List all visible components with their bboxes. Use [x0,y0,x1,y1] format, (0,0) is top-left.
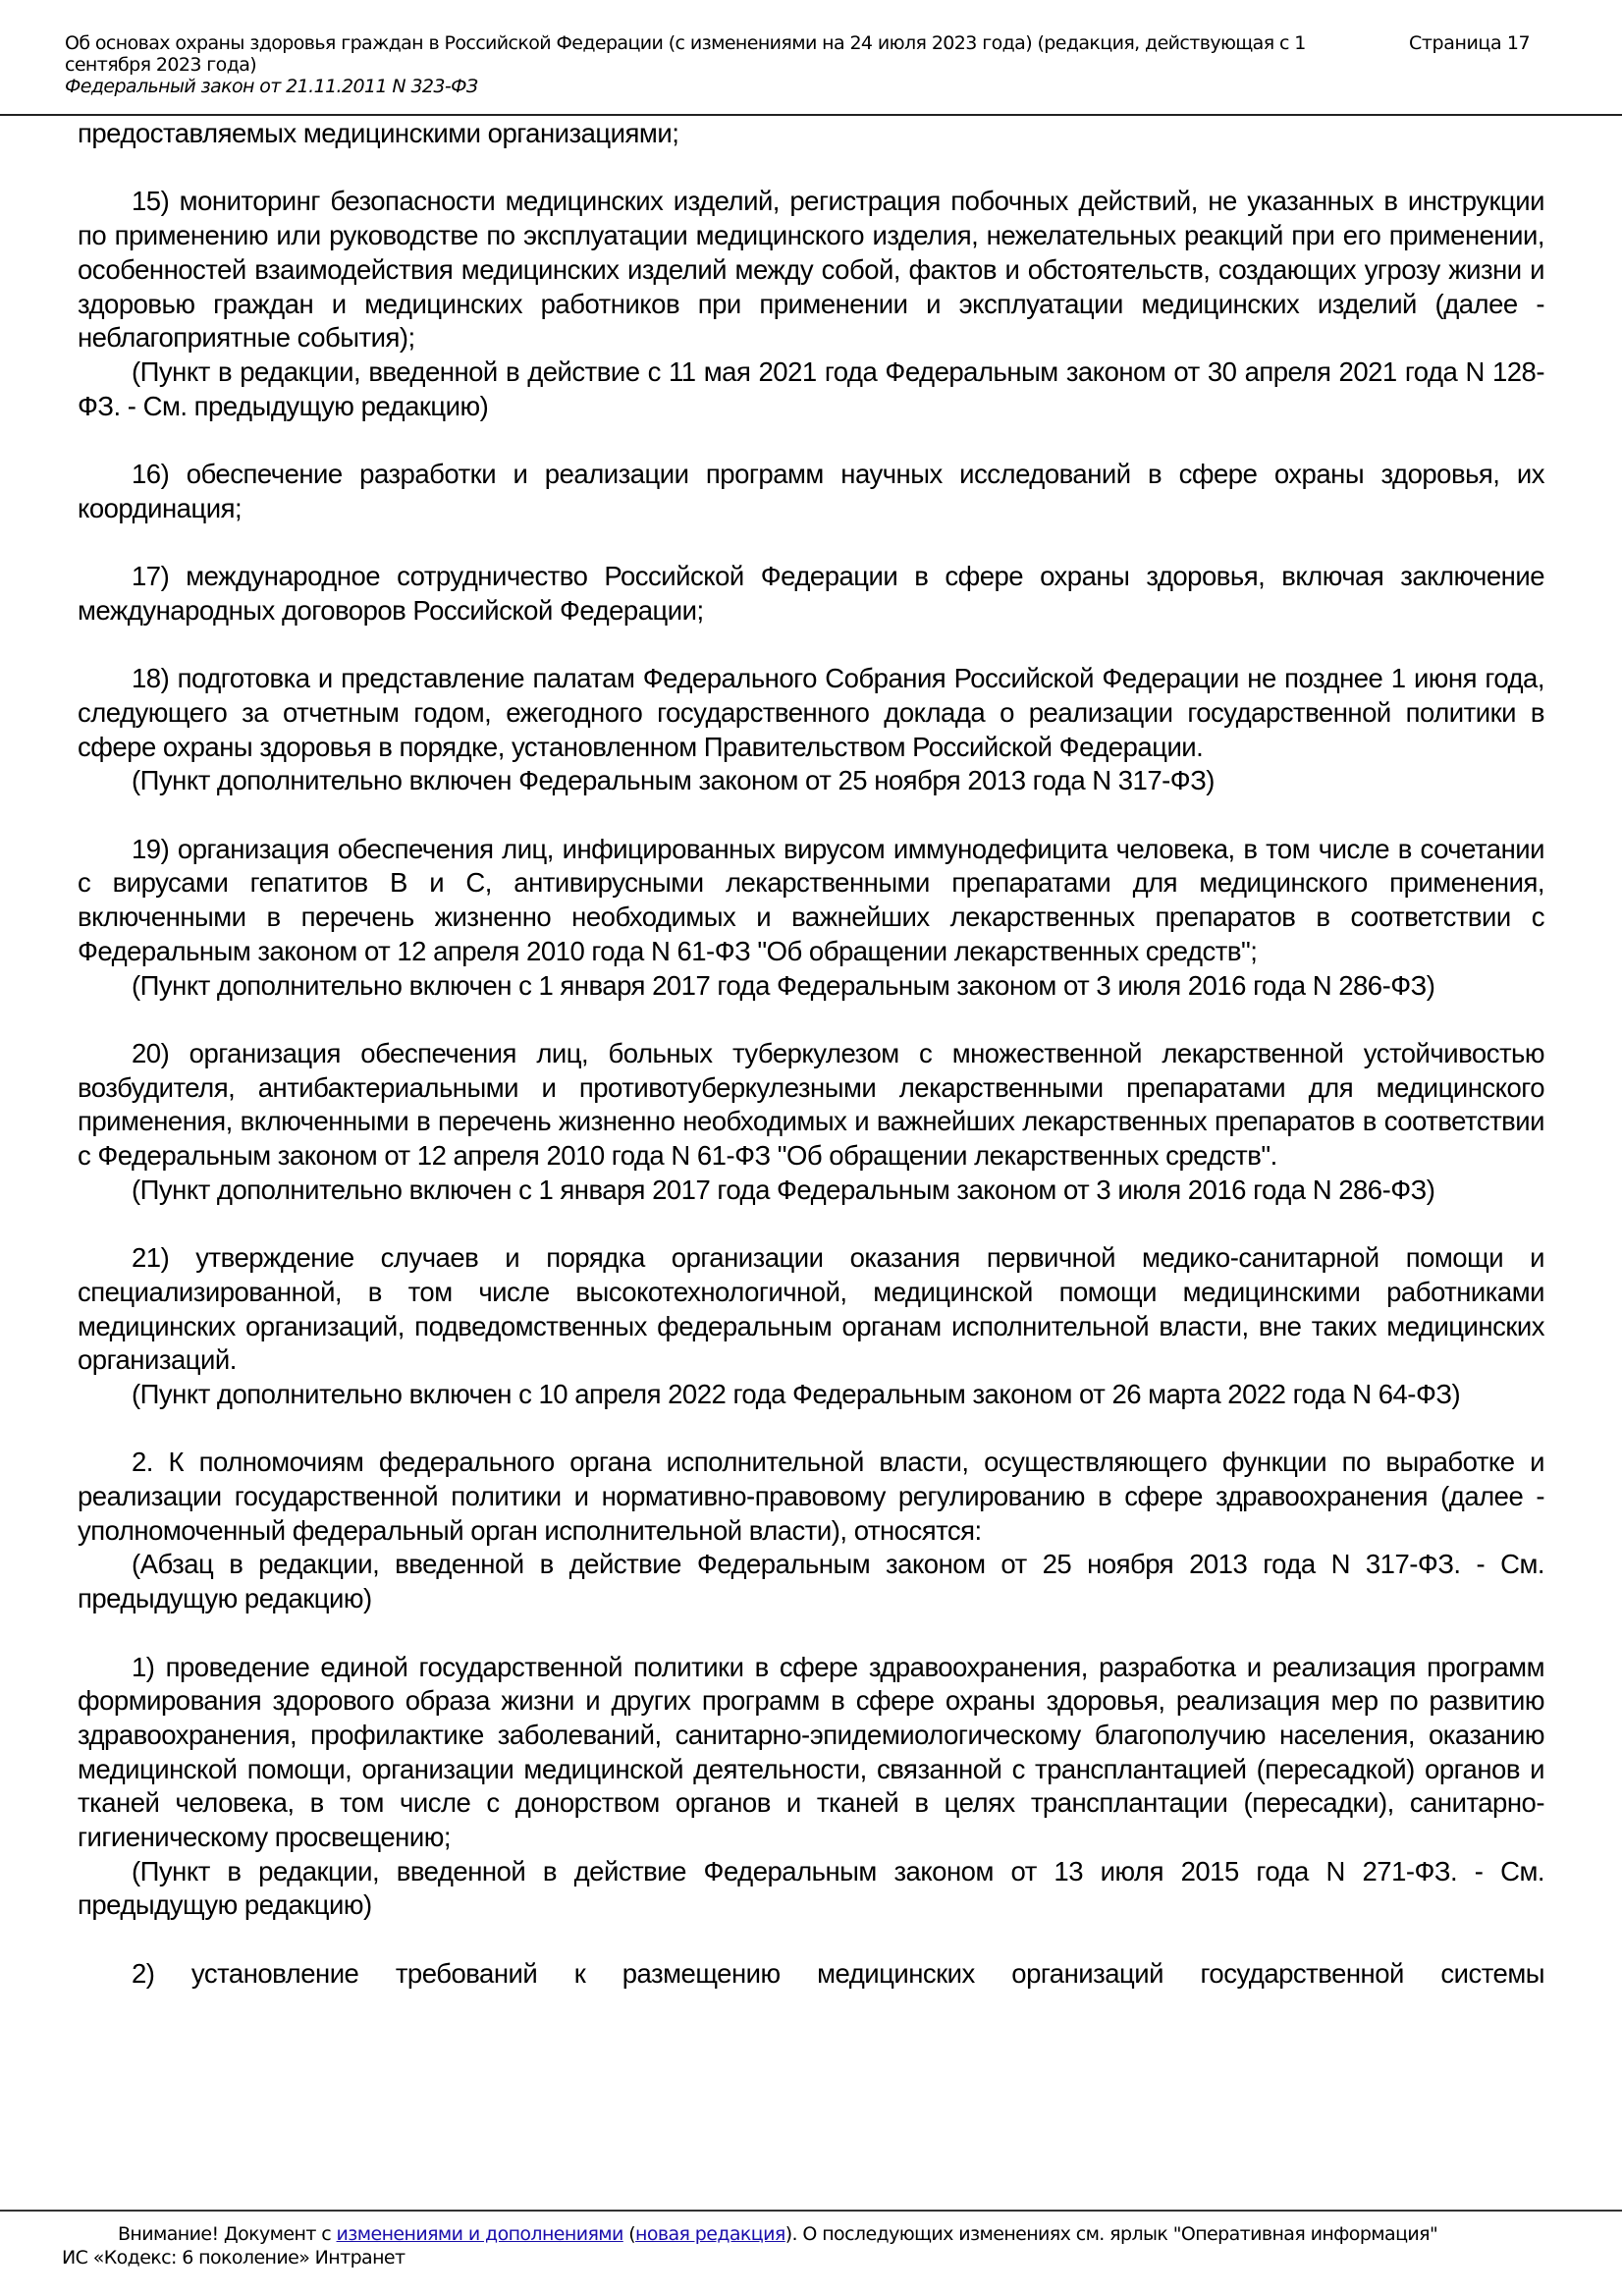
list-item-20: 20) организация обеспечения лиц, больных туберкулезом с множественной лекарственной устойчивостью возбудителя, антибактериальными и противотуберкулезными лекарственными препаратами для медицинского применения, включенными в перечень жизненно необходимых и важнейших лекарственных препаратов в соответствии с Федеральным законом от 12 апреля 2010 года N 61-ФЗ "Об обращении лекарственных средств". [78,1037,1544,1171]
section-2-intro: 2. К полномочиям федерального органа исполнительной власти, осуществляющего функции по выработке и реализации государственной политики и нормативно-правовому регулированию в сфере здравоохранения (далее - уполномоченный федеральный орган исполнительной власти), относятся: [78,1447,1544,1546]
list-item-17: 17) международное сотрудничество Российской Федерации в сфере охраны здоровья, включая заключение международных договоров Российской Федерации; [78,561,1544,626]
list-item-2: 2) установление требований к размещению медицинских организаций государственной системы [132,1957,1544,1989]
document-body [78,117,1544,1992]
amendment-note: (Абзац в редакции, введенной в действие Федеральным законом от 25 ноября 2013 года N 317-ФЗ. - См. предыдущую редакцию) [78,1549,1544,1614]
amendment-note: (Пункт дополнительно включен Федеральным законом от 25 ноября 2013 года N 317-ФЗ) [132,765,1215,796]
amendment-note: (Пункт в редакции, введенной в действие с 11 мая 2021 года Федеральным законом от 30 апреля 2021 года N 128-ФЗ. - См. предыдущую редакцию) [78,355,1544,421]
page-number: Страница 17 [1409,32,1531,54]
list-item-1: 1) проведение единой государственной политики в сфере здравоохранения, разработка и реализация программ формирования здорового образа жизни и других программ в сфере охраны здоровья, реализация мер по развитию здравоохранения, профилактике заболеваний, санитарно-эпидемиологическому благополучию населения, оказанию медицинской помощи, организации медицинской деятельности, связанной с трансплантацией (пересадкой) органов и тканей человека, в том числе с донорством органов и тканей в целях трансплантации (пересадки), санитарно-гигиеническому просвещению; [78,1651,1544,1853]
page-header [0,0,1622,116]
list-item-15: 15) мониторинг безопасности медицинских изделий, регистрация побочных действий, не указанных в инструкции по применению или руководстве по эксплуатации медицинского изделия, нежелательных реакций при его применении, особенностей взаимодействия медицинских изделий между собой, фактов и обстоятельств, создающих угрозу жизни и здоровью граждан и медицинских работников при применении и эксплуатации медицинских изделий (далее - неблагоприятные события); [78,186,1544,354]
amendment-note: (Пункт дополнительно включен с 1 января 2017 года Федеральным законом от 3 июля 2016 года N 286-ФЗ) [132,969,1435,1001]
notice-prefix: Внимание! Документ с [118,2223,337,2245]
amendment-note: (Пункт дополнительно включен с 1 января 2017 года Федеральным законом от 3 июля 2016 года N 286-ФЗ) [132,1174,1435,1205]
law-reference: Федеральный закон от 21.11.2011 N 323-ФЗ [65,76,478,97]
new-edition-link[interactable]: новая редакция [635,2223,785,2245]
list-item-21: 21) утверждение случаев и порядка организации оказания первичной медико-санитарной помощи и специализированной, в том числе высокотехнологичной, медицинской помощи медицинскими работниками медицинских организаций, подведомственных федеральным органам исполнительной власти, вне таких медицинских организаций. [78,1242,1544,1376]
list-item-16: 16) обеспечение разработки и реализации программ научных исследований в сфере охраны здоровья, их координация; [78,459,1544,523]
list-item-19: 19) организация обеспечения лиц, инфицированных вирусом иммунодефицита человека, в том числе в сочетании с вирусами гепатитов B и C, антивирусными лекарственными препаратами для медицинского применения, включенными в перечень жизненно необходимых и важнейших лекарственных препаратов в соответствии с Федеральным законом от 12 апреля 2010 года N 61-ФЗ "Об обращении лекарственных средств"; [78,833,1544,966]
paragraph-continuation: предоставляемых медицинскими организациями; [78,118,679,148]
changes-notice [118,2223,1591,2245]
amendment-note: (Пункт в редакции, введенной в действие Федеральным законом от 13 июля 2015 года N 271-ФЗ. - См. предыдущую редакцию) [78,1855,1544,1921]
page-footer [0,2210,1622,2296]
notice-mid: ( [622,2223,636,2245]
list-item-18: 18) подготовка и представление палатам Федерального Собрания Российской Федерации не позднее 1 июня года, следующего за отчетным годом, ежегодного государственного доклада о реализации государственной политики в сфере охраны здоровья в порядке, установленном Правительством Российской Федерации. [78,663,1544,762]
changes-link[interactable]: изменениями и дополнениями [336,2223,623,2245]
system-name: ИС «Кодекс: 6 поколение» Интранет [62,2247,406,2269]
document-title: Об основах охраны здоровья граждан в Российской Федерации (с изменениями на 24 июля 2023 года) (редакция, действующая с 1 сентября 2023 года) [65,32,1306,76]
amendment-note: (Пункт дополнительно включен с 10 апреля 2022 года Федеральным законом от 26 марта 2022 года N 64-ФЗ) [132,1378,1461,1409]
notice-suffix: ). О последующих изменениях см. ярлык "Оперативная информация" [784,2223,1438,2245]
